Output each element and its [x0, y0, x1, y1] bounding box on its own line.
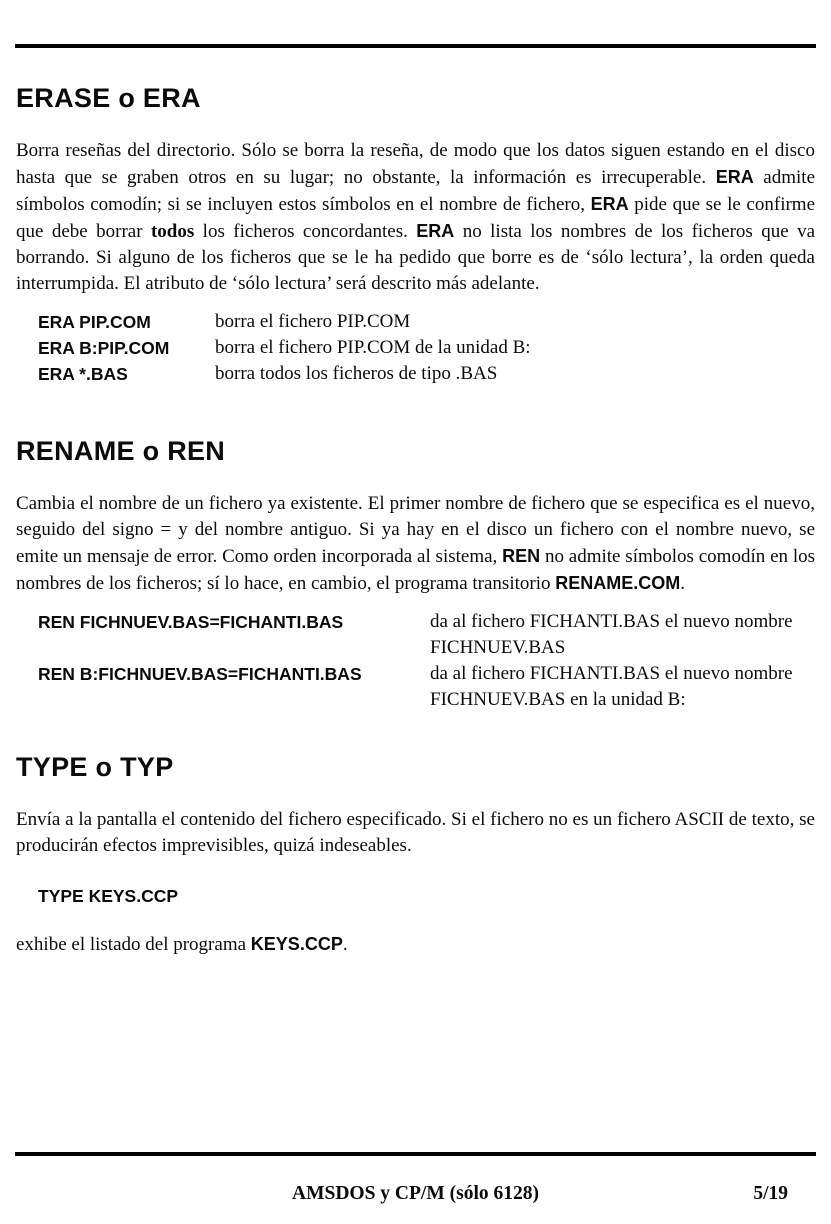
- command-text: ERA B:PIP.COM: [38, 338, 170, 358]
- command-line: TYPE KEYS.CCP: [38, 886, 179, 906]
- command-text: ERA *.BAS: [38, 364, 128, 384]
- page-content: [0, 84, 831, 958]
- command-example-row: [38, 309, 815, 335]
- command-description: borra el fichero PIP.COM: [215, 311, 411, 332]
- section-type: [16, 753, 815, 958]
- page-number: 5/19: [753, 1183, 788, 1204]
- command-description: borra el fichero PIP.COM de la unidad B:: [215, 337, 531, 358]
- command-examples: [38, 609, 815, 713]
- closing-paragraph: exhibe el listado del programa KEYS.CCP.: [16, 934, 348, 955]
- section-heading: ERASE o ERA: [16, 83, 201, 113]
- command-description: da al fichero FICHANTI.BAS el nuevo nombre FICHNUEV.BAS: [430, 611, 793, 658]
- body-paragraph: Borra reseñas del directorio. Sólo se borra la reseña, de modo que los datos siguen estando en el disco hasta que se graben otros en su lugar; no obstante, la información es irrecuperable. ERA admite símbolos comodín; si se incluyen estos símbolos en el nombre de fichero, ERA pide que se le confirme que debe borrar todos los ficheros concordantes. ERA no lista los nombres de los ficheros que va borrando. Si alguno de los ficheros que se le ha pedido que borre es de ‘sólo lectura’, la orden queda interrumpida. El atributo de ‘sólo lectura’ será descrito más adelante.: [16, 140, 816, 294]
- body-paragraph: Cambia el nombre de un fichero ya existente. El primer nombre de fichero que se especifica es el nuevo, seguido del signo = y del nombre antiguo. Si ya hay en el disco un fichero con el nombre nuevo, se emite un mensaje de error. Como orden incorporada al sistema, REN no admite símbolos comodín en los nombres de los ficheros; sí lo hace, en cambio, el programa transitorio RENAME.COM.: [16, 493, 815, 594]
- top-rule: [15, 44, 816, 48]
- footer-row: [15, 1182, 816, 1206]
- command-example-row: [38, 361, 815, 387]
- command-example-row: [38, 609, 815, 661]
- command-example-row: [38, 335, 815, 361]
- footer-rule: [15, 1152, 816, 1156]
- command-text: ERA PIP.COM: [38, 312, 151, 332]
- command-text: REN FICHNUEV.BAS=FICHANTI.BAS: [38, 612, 344, 632]
- body-paragraph: Envía a la pantalla el contenido del fichero especificado. Si el fichero no es un fichero ASCII de texto, se producirán efectos imprevisibles, quizá indeseables.: [16, 809, 815, 856]
- section-erase: [16, 84, 815, 387]
- command-example-row: [38, 661, 815, 713]
- footer-title: AMSDOS y CP/M (sólo 6128): [292, 1183, 539, 1204]
- section-heading: TYPE o TYP: [16, 752, 174, 782]
- command-description: borra todos los ficheros de tipo .BAS: [215, 363, 498, 384]
- page-footer: [15, 1152, 816, 1206]
- command-description: da al fichero FICHANTI.BAS el nuevo nombre FICHNUEV.BAS en la unidad B:: [430, 663, 793, 710]
- command-text: REN B:FICHNUEV.BAS=FICHANTI.BAS: [38, 664, 362, 684]
- section-rename: [16, 437, 815, 713]
- section-heading: RENAME o REN: [16, 436, 226, 466]
- command-examples: [38, 309, 815, 387]
